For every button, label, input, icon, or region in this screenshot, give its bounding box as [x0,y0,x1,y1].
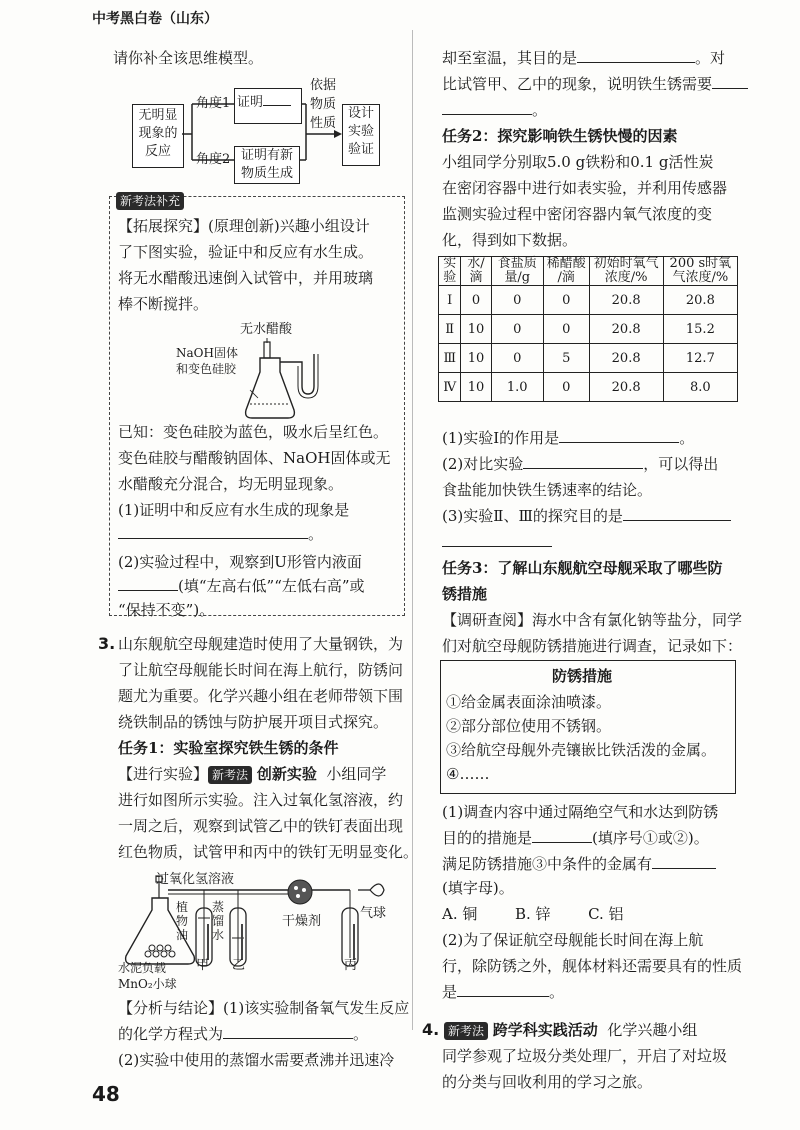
task2-q3-blank[interactable] [623,504,731,521]
task2-line-1: 小组同学分别取5.0 g铁粉和0.1 g活性炭 [442,153,714,171]
th-salt: 食盐质 量/g [491,257,543,286]
th-initial-o2: 初始时氧气 浓度/% [589,257,663,286]
analysis-line-3: (2)实验中使用的蒸馏水需要煮沸并迅速冷 [118,1051,395,1069]
survey-line-1: 【调研查阅】海水中含有氯化钠等盐分，同学 [442,611,743,629]
q3-line-2: 了让航空母舰能长时间在海上航行，防锈问 [118,661,404,679]
task3-q1-d: (填字母)。 [442,879,514,897]
task3-q1-blank[interactable] [532,826,592,843]
expand-line-4: 棒不断搅拌。 [118,295,209,313]
model-intro: 请你补全该思维模型。 [113,49,264,67]
continuation-line-2: 比试管甲、乙中的现象，说明铁生锈需要 [442,72,748,96]
task-3-title-1: 任务3：了解山东舰航空母舰采取了哪些防 [442,559,723,577]
task2-q1: (1)实验Ⅰ的作用是 。 [442,426,694,450]
model-new-matter-box: 证明有新 物质生成 [234,146,300,184]
angle1-label: 角度1 [196,96,231,111]
oxygen-data-table [438,256,738,402]
q3-line-4: 绕铁制品的锈蚀与防护展开项目式探究。 [118,713,389,731]
page-number: 48 [92,1082,120,1106]
model-start-box: 无明显 现象的 反应 [132,104,184,168]
table-row: Ⅰ 0 0 0 20.8 20.8 [439,286,738,315]
task3-property-blank[interactable] [457,980,549,997]
continuation-line-3: 。 [442,98,547,122]
option-a[interactable]: A. 铜 [442,905,478,923]
question-2-text: (2)实验过程中，观察到U形管内液面 [118,553,362,571]
table-row: Ⅱ 10 0 0 20.8 15.2 [439,315,738,344]
measures-title: 防锈措施 [552,667,613,685]
th-acetic: 稀醋酸 /滴 [543,257,589,286]
q3-line-3: 题尤为重要。化学兴趣小组在老师带领下围 [118,687,404,705]
continuation-line-1: 却至室温，其目的是 。对 [442,46,725,70]
measure-item: ②部分部位使用不锈钢。 [446,717,612,735]
task3-q1-b: 目的的措施是 (填序号①或②)。 [442,826,709,850]
fig2-balloon-label: 气球 [360,906,387,921]
survey-line-2: 们对航空母舰防锈措施进行调查，记录如下： [442,637,743,655]
question-2-answer-row: (填“左高右低”“左低右高”或 [118,574,365,598]
question-2-hint: “保持不变”)。 [118,601,215,619]
task2-q2-cont: 食盐能加快铁生锈速率的结论。 [442,481,653,499]
model-design-box: 设计 实验 验证 [342,104,380,166]
expand-line-2: 了下图实验，验证中和反应有水生成。 [118,243,374,261]
measure-item: ③给航空母舰外壳镶嵌比铁活泼的金属。 [446,741,717,759]
th-final-o2: 200 s时氧 气浓度/% [663,257,737,286]
question-1-text: (1)证明中和反应有水生成的现象是 [118,501,350,519]
exp-line-1: 进行如图所示实验。注入过氧化氢溶液，约 [118,791,404,809]
new-method-tag: 新考法 [208,766,252,784]
task2-q2-blank[interactable] [523,452,643,469]
fig2-bing-label: 丙 [344,958,358,973]
measure-item: ④…… [446,765,490,783]
task3-q2: (2)为了保证航空母舰能长时间在海上航 [442,931,704,949]
known-line-2: 变色硅胶与醋酸钠固体、NaOH固体或无 [118,449,391,467]
flask-utube-drawing [240,338,330,422]
fig2-oil-label: 植 物 油 [176,900,189,942]
expand-line-1: 【拓展探究】(原理创新)兴趣小组设计 [118,217,370,235]
fig1-acetic-label: 无水醋酸 [240,322,293,337]
model-basis-label: 依据 物质 性质 [310,78,337,131]
q4-line-2: 的分类与回收利用的学习之旅。 [442,1073,653,1091]
rust-need-blank[interactable] [712,72,748,89]
table-row: Ⅳ 10 1.0 0 20.8 8.0 [439,373,738,402]
task3-q1: (1)调查内容中通过隔绝空气和水达到防锈 [442,803,719,821]
analysis-line-2: 的化学方程式为 。 [118,1022,368,1046]
page-header: 中考黑白卷（山东） [92,11,218,27]
fig2-jia-label: 甲 [196,958,210,973]
task3-q1-c: 满足防锈措施③中条件的金属有 [442,852,716,876]
task3-q2-b: 行，除防锈之外，舰体材料还需要具有的性质 [442,957,743,975]
task-1-title: 任务1：实验室探究铁生锈的条件 [118,739,339,757]
fig1-naoh-label: NaOH固体 [176,346,238,360]
table-header-row [439,257,738,286]
purpose-blank[interactable] [577,46,695,63]
question-1-blank[interactable] [118,522,308,539]
fig2-yi-label: 乙 [232,958,246,973]
equation-blank[interactable] [223,1022,353,1039]
model-proof-box: 证明 [234,88,302,124]
column-divider [412,30,413,1030]
task2-q3: (3)实验Ⅱ、Ⅲ的探究目的是 [442,504,731,528]
known-line-1: 已知：变色硅胶为蓝色，吸水后呈红色。 [118,423,389,441]
q4-line-1: 同学参观了垃圾分类处理厂，开启了对垃圾 [442,1047,728,1065]
th-water: 水/ 滴 [461,257,491,286]
fig2-h2o2-label: 过氧化氢溶液 [156,872,235,887]
task3-metal-blank[interactable] [652,852,716,869]
analysis-line-1: 【分析与结论】(1)该实验制备氧气发生反应 [118,999,410,1017]
fig2-dryer-label: 干燥剂 [282,914,322,929]
th-experiment: 实 验 [439,257,461,286]
fig2-mno2-label: 水泥负载 MnO₂小球 [118,961,177,991]
measure-item: ①给金属表面涂油喷漆。 [446,693,612,711]
q3-line-1: 山东舰航空母舰建造时使用了大量钢铁，为 [118,635,404,653]
known-line-3: 水醋酸充分混合，均无明显现象。 [118,475,344,493]
fig2-water-label: 蒸 馏 水 [212,900,225,942]
supplement-tag: 新考法补充 [116,192,184,210]
option-b[interactable]: B. 锌 [514,905,551,923]
task2-line-4: 化，得到如下数据。 [442,231,578,249]
question-4-number: 4. [422,1020,440,1039]
task3-q2-c: 是 。 [442,980,564,1004]
angle2-label: 角度2 [196,152,231,167]
exp-line-2: 一周之后，观察到试管乙中的铁钉表面出现 [118,817,404,835]
task-3-title-2: 锈措施 [442,585,488,603]
task2-line-3: 监测实验过程中密闭容器内氧气浓度的变 [442,205,713,223]
exp-line-3: 红色物质，试管甲和丙中的铁钉无明显变化。 [118,843,419,861]
answer-options [442,902,624,926]
table-row: Ⅲ 10 0 5 20.8 12.7 [439,344,738,373]
fig1-silica-label: 和变色硅胶 [176,362,237,376]
task-2-title: 任务2：探究影响铁生锈快慢的因素 [442,127,678,145]
new-method-tag: 新考法 [444,1022,488,1040]
question-2-blank[interactable] [118,574,178,591]
task2-q2: (2)对比实验 ，可以得出 [442,452,718,476]
task2-line-2: 在密闭容器中进行如表实验，并利用传感器 [442,179,728,197]
option-c[interactable]: C. 铝 [588,905,624,923]
question-4-header: 4. 新考法 跨学科实践活动 化学兴趣小组 [422,1020,698,1039]
question-3-number: 3. [98,634,116,653]
task2-q3-answer-row [442,530,552,554]
expand-line-3: 将无水醋酸迅速倒入试管中，并用玻璃 [118,269,374,287]
task2-q1-blank[interactable] [559,426,679,443]
experiment-intro: 【进行实验】 新考法 创新实验 小组同学 [118,765,387,783]
supplement-tag-wrap [116,188,184,212]
question-1-answer-row: 。 [118,522,323,546]
